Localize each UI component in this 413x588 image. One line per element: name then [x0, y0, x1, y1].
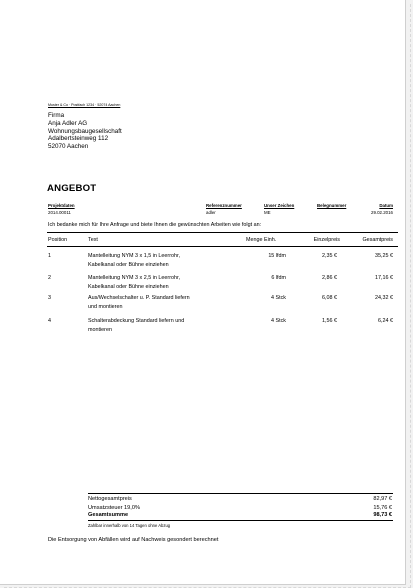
header-total-price: Gesamtpreis	[362, 237, 393, 243]
header-position: Position	[48, 237, 68, 243]
net-total-label: Nettogesamtpreis	[88, 496, 132, 502]
row-3-text-line-2: und montieren	[88, 303, 123, 310]
row-2-text-line-1: Mantelleitung NYM 3 x 2,5 in Leerrohr,	[88, 275, 180, 281]
row-3-text	[88, 294, 190, 311]
header-text: Text	[88, 237, 98, 243]
table-header-rule	[47, 246, 398, 247]
row-3-text-line-1: Aus/Wechselschalter u. P. Standard liefern	[88, 295, 190, 301]
meta-reference	[206, 202, 242, 216]
row-4-text	[88, 317, 184, 334]
date-label: Datum	[379, 203, 393, 208]
doc-number-label: Belegnummer	[317, 203, 347, 208]
header-unit-price: Einzelpreis	[313, 237, 340, 243]
meta-our-sign	[264, 202, 294, 216]
grand-total-label: Gesamtsumme	[88, 512, 129, 518]
recipient-line-5: 52070 Aachen	[48, 143, 89, 151]
row-2-text	[88, 274, 180, 291]
summary-top-rule	[88, 493, 393, 494]
row-1-text	[88, 252, 180, 269]
row-1-unit-price: 2,35 €	[322, 253, 337, 259]
sender-line: Muster & Co · Postfach 1234 · 52074 Aachen	[48, 103, 121, 107]
row-4-text-line-2: montieren	[88, 326, 112, 333]
row-4-position: 4	[48, 318, 51, 324]
row-4-text-line-1: Schalterabdeckung Standard liefern und	[88, 318, 185, 324]
grand-total-value: 98,73 €	[373, 512, 392, 518]
recipient-line-4: Adalbertsteinweg 112	[48, 135, 109, 143]
row-1-text-line-1: Mantelleitung NYM 3 x 1,5 in Leerrohr,	[88, 253, 180, 259]
tax-label: Umsatzsteuer 19,0%	[88, 505, 140, 511]
recipient-line-1: Firma	[48, 112, 65, 119]
project-label: Projektdaten	[48, 203, 75, 208]
reference-value: adler	[206, 210, 216, 215]
grand-total-row	[88, 512, 392, 519]
row-2-total-price: 17,16 €	[375, 275, 393, 281]
header-quantity: Menge Einh.	[246, 237, 277, 243]
recipient-line-2: Anja Adler AG	[48, 119, 88, 127]
net-total-value: 82,97 €	[373, 496, 392, 502]
meta-doc-number	[317, 202, 346, 209]
row-4-total-price: 6,24 €	[378, 318, 393, 324]
row-3-position: 3	[48, 295, 51, 301]
date-value: 29.02.2016	[371, 210, 393, 215]
our-sign-value: ME	[264, 210, 271, 215]
meta-date	[352, 202, 393, 216]
document-title: ANGEBOT	[47, 183, 97, 194]
summary-bottom-rule	[88, 520, 393, 521]
project-value: 2014.00011	[48, 210, 71, 215]
disposal-note: Die Entsorgung von Abfällen wird auf Nachweis gesondert berechnet	[48, 537, 219, 543]
row-1-text-line-2: Kabelkanal oder Bühne einziehen	[88, 261, 169, 268]
reference-label: Referenznummer	[206, 203, 242, 208]
payment-terms: Zahlbar innerhalb von 14 Tagen ohne Abzug	[88, 523, 171, 528]
net-total-row	[88, 496, 392, 503]
tax-value: 15,76 €	[373, 505, 392, 511]
our-sign-label: Unser Zeichen	[264, 203, 295, 208]
row-2-position: 2	[48, 275, 51, 281]
row-3-unit-price: 6,08 €	[322, 295, 337, 301]
recipient-line-3: Wohnungsbaugesellschaft	[48, 127, 122, 135]
row-3-total-price: 24,32 €	[375, 295, 393, 301]
table-top-rule	[47, 232, 398, 233]
row-4-unit-price: 1,56 €	[322, 318, 337, 324]
recipient-address	[48, 112, 122, 151]
row-4-quantity: 4 Stck	[271, 318, 286, 324]
row-1-quantity: 15 lfdm	[268, 253, 286, 259]
row-2-quantity: 6 lfdm	[271, 275, 286, 281]
intro-text: Ich bedanke mich für Ihre Anfrage und biete Ihnen die gewünschten Arbeiten wie folgt an:	[48, 222, 262, 228]
row-3-quantity: 4 Stck	[271, 295, 286, 301]
row-2-text-line-2: Kabelkanal oder Bühne einziehen	[88, 283, 169, 290]
row-1-position: 1	[48, 253, 51, 259]
meta-project	[48, 202, 75, 216]
row-1-total-price: 35,25 €	[375, 253, 393, 259]
row-2-unit-price: 2,86 €	[322, 275, 337, 281]
